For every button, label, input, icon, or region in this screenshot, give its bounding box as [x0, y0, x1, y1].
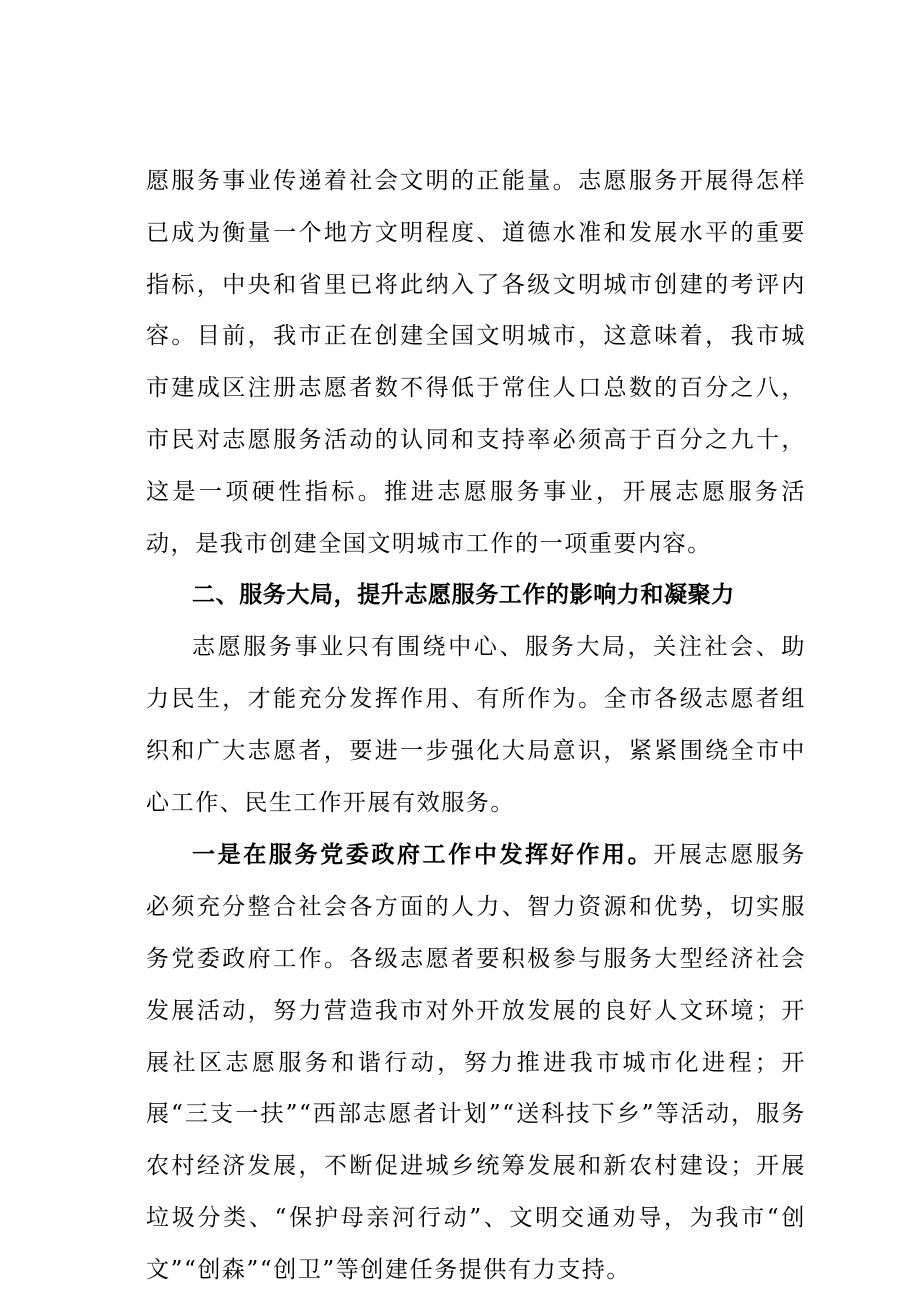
- paragraph-section-intro: 志愿服务事业只有围绕中心、服务大局，关注社会、助力民生，才能充分发挥作用、有所作为。全市各级志愿者组织和广大志愿者，要进一步强化大局意识，紧紧围绕全市中心工作、民生工作开展有效服务。: [146, 634, 806, 816]
- paragraph-point-one: [146, 829, 806, 1296]
- paragraph-continuation: 愿服务事业传递着社会文明的正能量。志愿服务开展得怎样已成为衡量一个地方文明程度、道德水准和发展水平的重要指标，中央和省里已将此纳入了各级文明城市创建的考评内容。目前，我市正在创建全国文明城市，这意味着，我市城市建成区注册志愿者数不得低于常住人口总数的百分之八，市民对志愿服务活动的认同和支持率必须高于百分之九十，这是一项硬性指标。推进志愿服务事业，开展志愿服务活动，是我市创建全国文明城市工作的一项重要内容。: [146, 168, 806, 557]
- point-one-body: 开展志愿服务必须充分整合社会各方面的人力、智力资源和优势，切实服务党委政府工作。各级志愿者要积极参与服务大型经济社会发展活动，努力营造我市对外开放发展的良好人文环境；开展社区志愿服务和谐行动，努力推进我市城市化进程；开展“三支一扶”“西部志愿者计划”“送科技下乡”等活动，服务农村经济发展，不断促进城乡统筹发展和新农村建设；开展垃圾分类、“保护母亲河行动”、文明交通劝导，为我市“创文”“创森”“创卫”等创建任务提供有力支持。: [146, 842, 806, 1283]
- point-one-lead: 一是在服务党委政府工作中发挥好作用。: [192, 841, 654, 869]
- document-body: [146, 156, 806, 1297]
- section-heading: 二、服务大局，提升志愿服务工作的影响力和凝聚力: [192, 582, 735, 609]
